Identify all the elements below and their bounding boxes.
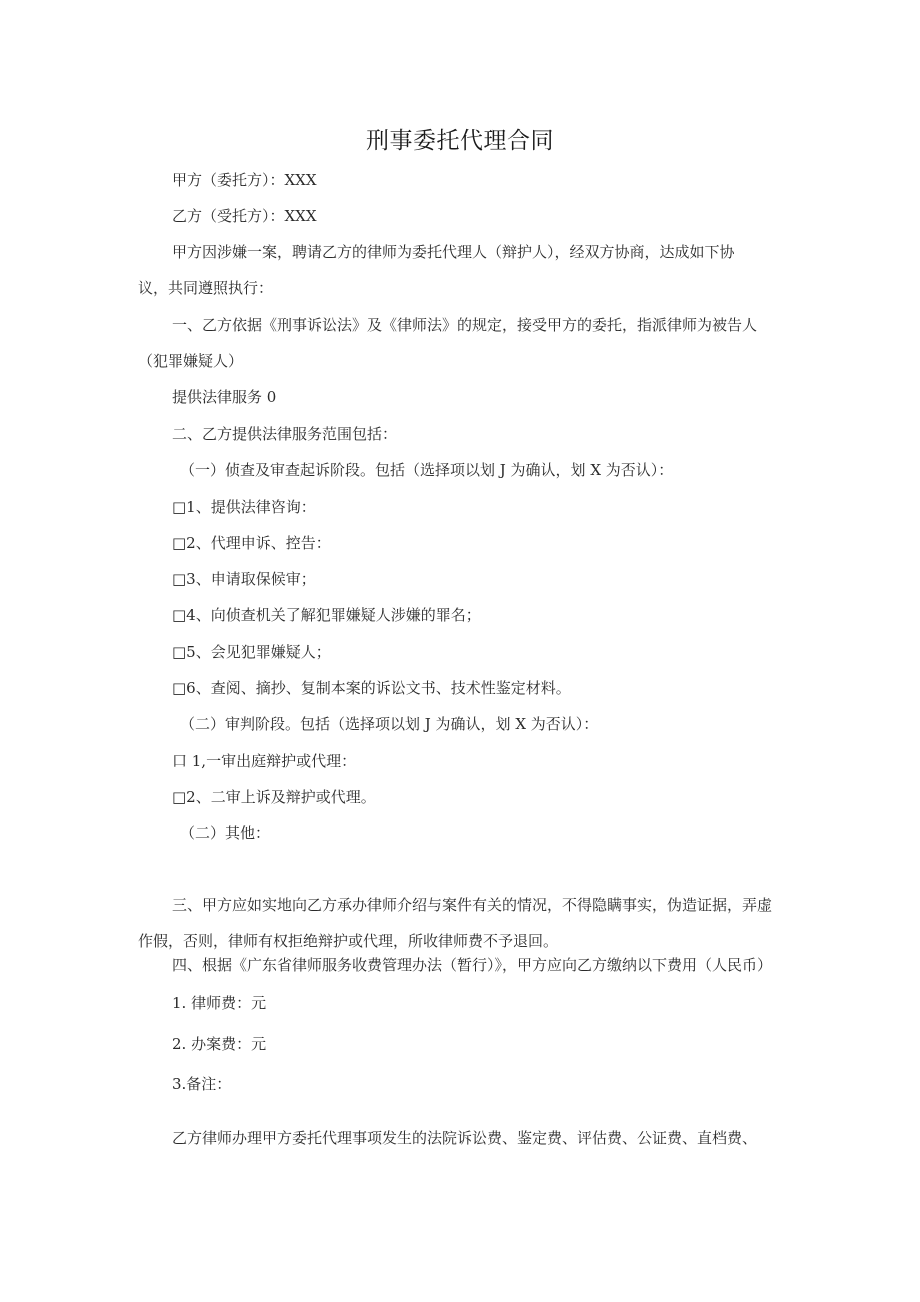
intro-line-1: 甲方因涉嫌一案，聘请乙方的律师为委托代理人（辩护人），经双方协商，达成如下协 (172, 243, 735, 261)
clause2-title: 二、乙方提供法律服务范围包括： (172, 425, 398, 443)
clause1-line-1: 一、乙方依据《刑事诉讼法》及《律师法》的规定，接受甲方的委托，指派律师为被告人 (172, 316, 758, 334)
clause3-line-1: 三、甲方应如实地向乙方承办律师介绍与案件有关的情况，不得隐瞒事实，伪造证据，弄虚 (172, 896, 773, 914)
stage2-item: 口 1,一审出庭辩护或代理： (172, 752, 357, 770)
stage1-item: □6、查阅、摘抄、复制本案的诉讼文书、技术性鉴定材料。 (172, 679, 571, 697)
stage2-item: □2、二审上诉及辩护或代理。 (172, 788, 376, 806)
stage1-item: □2、代理申诉、控告： (172, 534, 331, 552)
clause3-line-2: 作假，否则，律师有权拒绝辩护或代理，所收律师费不予退回。 (138, 932, 559, 950)
last-paragraph-line: 乙方律师办理甲方委托代理事项发生的法院诉讼费、鉴定费、评估费、公证费、直档费、 (172, 1129, 758, 1147)
stage1-item: □5、会见犯罪嫌疑人； (172, 643, 331, 661)
clause1-line-2: （犯罪嫌疑人） (138, 352, 244, 370)
stage1-title: （一）侦查及审查起诉阶段。包括（选择项以划 J 为确认，划 X 为否认）： (180, 461, 674, 479)
party-b-line: 乙方（受托方）：XXX (172, 207, 317, 225)
party-a-line: 甲方（委托方）：XXX (172, 171, 317, 189)
document-title: 刑事委托代理合同 (366, 128, 554, 154)
stage3-title: （二）其他： (180, 824, 271, 842)
intro-line-2: 议，共同遵照执行： (138, 279, 274, 297)
clause1-line-3: 提供法律服务 0 (172, 388, 277, 406)
clause4-title: 四、根据《广东省律师服务收费管理办法（暂行）》，甲方应向乙方缴纳以下费用（人民币） (172, 956, 773, 974)
fee-item-lawyer: 1. 律师费：元 (172, 994, 267, 1012)
stage2-title: （二）审判阶段。包括（选择项以划 J 为确认，划 X 为否认）： (180, 715, 599, 733)
fee-item-remark: 3.备注： (172, 1075, 232, 1093)
fee-item-case: 2. 办案费：元 (172, 1035, 267, 1053)
stage1-item: □1、提供法律咨询： (172, 498, 316, 516)
stage1-item: □4、向侦查机关了解犯罪嫌疑人涉嫌的罪名； (172, 606, 481, 624)
stage1-item: □3、申请取保候审； (172, 570, 316, 588)
